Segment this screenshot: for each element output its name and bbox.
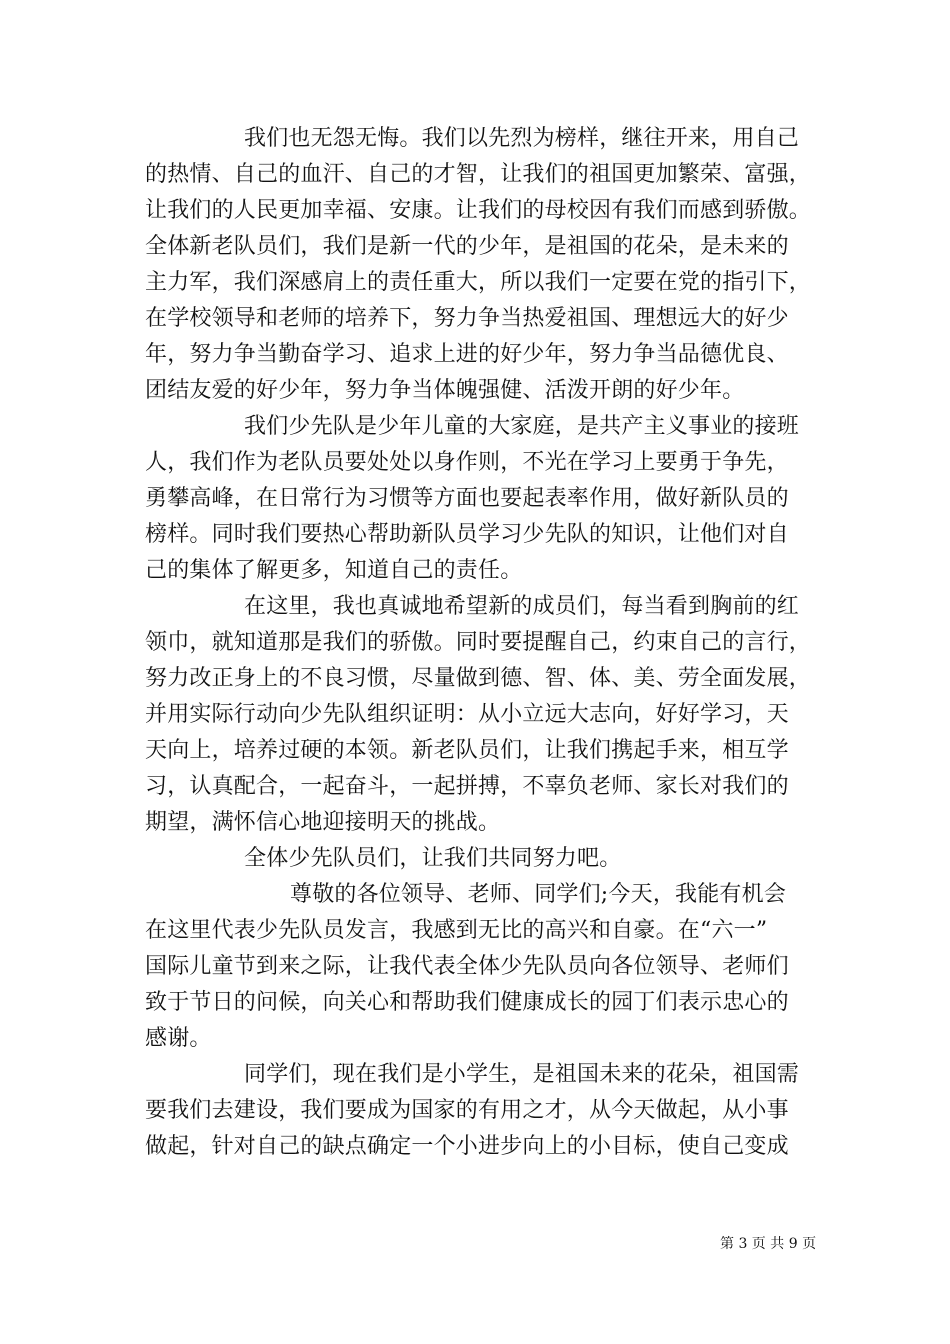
text-line: 全体少先队员们，让我们共同努力吧。 bbox=[244, 846, 622, 871]
text-line: 全体新老队员们，我们是新一代的少年，是祖国的花朵，是未来的 bbox=[145, 234, 789, 259]
text-line: 我们少先队是少年儿童的大家庭，是共产主义事业的接班 bbox=[244, 414, 800, 439]
text-line: 习，认真配合，一起奋斗，一起拼搏，不辜负老师、家长对我们的 bbox=[145, 774, 789, 799]
text-line: 致于节日的问候，向关心和帮助我们健康成长的园丁们表示忠心的 bbox=[145, 990, 789, 1015]
text-line: 人，我们作为老队员要处处以身作则，不光在学习上要勇于争先， bbox=[145, 450, 789, 475]
text-line: 同学们，现在我们是小学生，是祖国未来的花朵，祖国需 bbox=[244, 1062, 800, 1087]
text-line: 尊敬的各位领导、老师、同学们;今天，我能有机会 bbox=[290, 882, 787, 907]
text-line: 勇攀高峰，在日常行为习惯等方面也要起表率作用，做好新队员的 bbox=[145, 486, 789, 511]
page-number-footer: 第 3 页 共 9 页 bbox=[720, 1236, 817, 1252]
text-line: 团结友爱的好少年，努力争当体魄强健、活泼开朗的好少年。 bbox=[145, 378, 745, 403]
text-line: 要我们去建设，我们要成为国家的有用之才，从今天做起，从小事 bbox=[145, 1098, 789, 1123]
text-line: 天向上，培养过硬的本领。新老队员们，让我们携起手来，相互学 bbox=[145, 738, 789, 763]
text-line: 做起，针对自己的缺点确定一个小进步向上的小目标，使自己变成 bbox=[145, 1134, 789, 1159]
text-line: 国际儿童节到来之际，让我代表全体少先队员向各位领导、老师们 bbox=[145, 954, 789, 979]
text-line: 我们也无怨无悔。我们以先烈为榜样，继往开来，用自己 bbox=[244, 126, 800, 151]
text-line: 感谢。 bbox=[145, 1026, 212, 1051]
text-line: 在这里，我也真诚地希望新的成员们，每当看到胸前的红 bbox=[244, 594, 800, 619]
text-line: 在学校领导和老师的培养下，努力争当热爱祖国、理想远大的好少 bbox=[145, 306, 789, 331]
text-line: 在这里代表少先队员发言，我感到无比的高兴和自豪。在“六一” bbox=[145, 918, 768, 943]
text-line: 年，努力争当勤奋学习、追求上进的好少年，努力争当品德优良、 bbox=[145, 342, 789, 367]
text-line: 让我们的人民更加幸福、安康。让我们的母校因有我们而感到骄傲。 bbox=[145, 198, 812, 223]
text-line: 主力军，我们深感肩上的责任重大，所以我们一定要在党的指引下， bbox=[145, 270, 812, 295]
text-line: 努力改正身上的不良习惯，尽量做到德、智、体、美、劳全面发展， bbox=[145, 666, 812, 691]
text-line: 领巾，就知道那是我们的骄傲。同时要提醒自己，约束自己的言行， bbox=[145, 630, 812, 655]
text-line: 期望，满怀信心地迎接明天的挑战。 bbox=[145, 810, 501, 835]
text-line: 的热情、自己的血汗、自己的才智，让我们的祖国更加繁荣、富强， bbox=[145, 162, 812, 187]
text-line: 榜样。同时我们要热心帮助新队员学习少先队的知识，让他们对自 bbox=[145, 522, 789, 547]
text-line: 并用实际行动向少先队组织证明：从小立远大志向，好好学习，天 bbox=[145, 702, 789, 727]
text-line: 己的集体了解更多，知道自己的责任。 bbox=[145, 558, 523, 583]
